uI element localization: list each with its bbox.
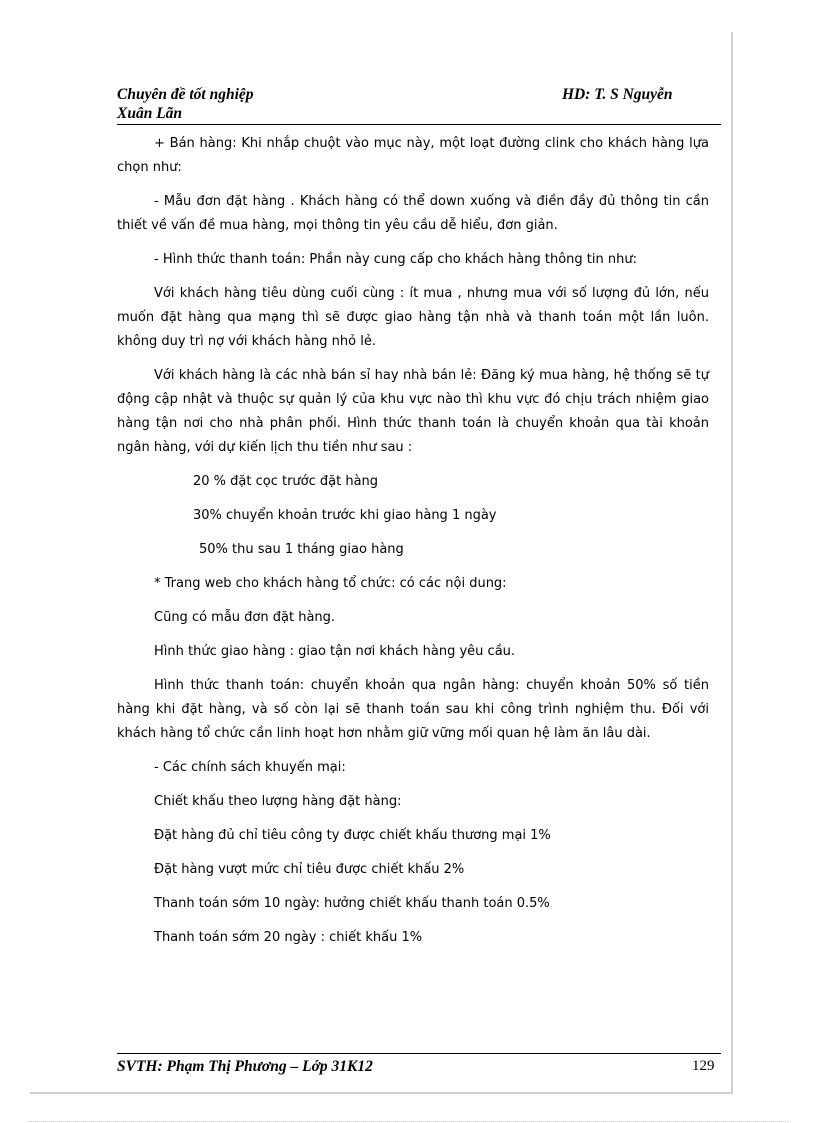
paragraph: + Bán hàng: Khi nhắp chuột vào mục này, một loạt đường clink cho khách hàng lựa chọn như: bbox=[117, 136, 709, 175]
paragraph: Với khách hàng tiêu dùng cuối cùng : ít mua , nhưng mua với số lượng đủ lớn, nếu muốn đặt hàng qua mạng thì sẽ được giao hàng tận nhà và thanh toán một lần luôn. không duy trì nợ với khách hàng nhỏ lẻ. bbox=[117, 286, 709, 349]
header-advisor: HD: T. S Nguyễn bbox=[562, 86, 673, 103]
header-advisor-continued: Xuân Lãn bbox=[117, 105, 183, 122]
paragraph: Hình thức giao hàng : giao tận nơi khách hàng yêu cầu. bbox=[154, 644, 516, 659]
paragraph: Hình thức thanh toán: chuyển khoản qua ngân hàng: chuyển khoản 50% số tiền hàng khi đặt hàng, và số còn lại sẽ thanh toán sau khi công trình nghiệm thu. Đối với khách hàng tổ chức cần linh hoạt hơn nhằm giữ vững mối quan hệ làm ăn lâu dài. bbox=[117, 678, 709, 741]
footer-rule bbox=[117, 1053, 721, 1054]
header-title: Chuyên đề tốt nghiệp bbox=[117, 86, 254, 103]
page-border-shadow-right bbox=[731, 32, 733, 1092]
paragraph: Đặt hàng đủ chỉ tiêu công ty được chiết khấu thương mại 1% bbox=[154, 828, 551, 843]
page-border-shadow-bottom bbox=[30, 1092, 733, 1094]
body-text bbox=[117, 132, 709, 960]
schedule-item: 30% chuyển khoản trước khi giao hàng 1 ngày bbox=[193, 508, 497, 523]
footer-author: SVTH: Phạm Thị Phương – Lớp 31K12 bbox=[117, 1058, 373, 1075]
paragraph: Cũng có mẫu đơn đặt hàng. bbox=[154, 610, 336, 625]
paragraph: * Trang web cho khách hàng tổ chức: có các nội dung: bbox=[154, 576, 507, 591]
paragraph: Chiết khấu theo lượng hàng đặt hàng: bbox=[154, 794, 402, 809]
schedule-item: 20 % đặt cọc trước đặt hàng bbox=[193, 474, 379, 489]
paragraph: - Các chính sách khuyến mại: bbox=[154, 760, 346, 775]
paragraph: - Hình thức thanh toán: Phần này cung cấp cho khách hàng thông tin như: bbox=[154, 252, 637, 267]
page-break-line bbox=[28, 1121, 788, 1122]
paragraph: Thanh toán sớm 20 ngày : chiết khấu 1% bbox=[154, 930, 423, 945]
header-rule bbox=[117, 124, 721, 125]
paragraph: - Mẫu đơn đặt hàng . Khách hàng có thể down xuống và điền đầy đủ thông tin cần thiết về vấn đề mua hàng, mọi thông tin yêu cầu dễ hiểu, đơn giản. bbox=[117, 194, 709, 233]
paragraph: Với khách hàng là các nhà bán sỉ hay nhà bán lẻ: Đăng ký mua hàng, hệ thống sẽ tự động cập nhật và thuộc sự quản lý của khu vực nào thì khu vực đó chịu trách nhiệm giao hàng tận nơi cho nhà phân phối. Hình thức thanh toán là chuyển khoản qua tài khoản ngân hàng, với dự kiến lịch thu tiền như sau : bbox=[117, 368, 709, 455]
paragraph: Đặt hàng vượt mức chỉ tiêu được chiết khấu 2% bbox=[154, 862, 465, 877]
schedule-item: 50% thu sau 1 tháng giao hàng bbox=[199, 542, 404, 557]
paragraph: Thanh toán sớm 10 ngày: hưởng chiết khấu thanh toán 0.5% bbox=[154, 896, 550, 911]
page-number: 129 bbox=[692, 1058, 715, 1074]
